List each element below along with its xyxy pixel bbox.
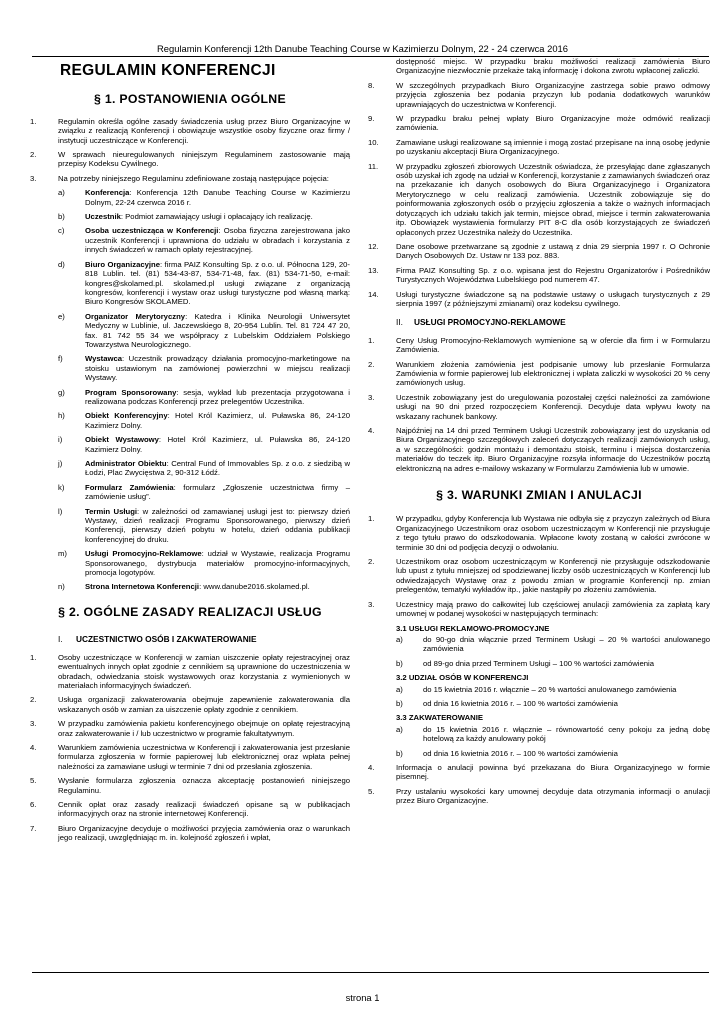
item-text [85,312,350,350]
list-item [368,290,710,309]
group-2-items [368,685,710,709]
list-item [368,787,710,806]
group-1-heading: 3.1 USŁUGI REKLAMOWO-PROMOCYJNE [396,623,550,633]
item-text: Informacja o anulacji powinna być przekazana do Biura Organizacyjnego w formie pisemnej. [396,762,710,782]
list-item [368,393,710,421]
group-1-items [368,635,710,668]
item-number: c) [58,226,65,236]
list-item [368,514,710,552]
item-number: 14. [368,289,379,299]
list-item [58,435,350,454]
list-item [30,695,350,714]
item-number: m) [58,549,67,559]
item-number: 4. [368,762,375,772]
item-text: Uczestnicy mają prawo do całkowitej lub częściowej anulacji zamówienia za zapłatą kary umownej w podanej wysokości w następujących terminach: [396,599,710,619]
item-text [85,260,350,307]
subsection-1-title: UCZESTNICTWO OSÓB I ZAKWATEROWANIE [76,634,257,645]
list-item [368,600,710,619]
item-number: 5. [30,776,37,786]
document-title: REGULAMIN KONFERENCJI [60,62,276,79]
list-item [58,312,350,350]
item-text: Warunkiem złożenia zamówienia jest podpisanie umowy lub przesłanie Formularza Zamówienia w formie papierowej lub elektronicznej i wpłata zaliczki w wysokości 20 % ceny zamówionych usług. [396,359,710,388]
item-text [85,411,350,430]
term-name: Formularz Zamówienia [85,482,174,492]
list-item [30,776,350,795]
item-number: 8. [368,80,375,90]
continued-paragraph: dostępność miejsc. W przypadku braku możliwości realizacji zamówienia Biuro Organizacyjne niezwłocznie przekaże taką informację i dokona zwrotu wpłaconej zaliczki. [396,57,710,76]
term-name: Usługi Promocyjno-Reklamowe [85,549,202,559]
term-definition: : www.danube2016.skolamed.pl. [199,582,310,592]
item-number: k) [58,482,65,492]
item-text: Przy ustalaniu wysokości kary umownej decyduje data otrzymania informacji o anulacji przez Biuro Organizacyjne. [396,786,710,806]
list-item [58,411,350,430]
subsection-1-number: I. [58,634,63,645]
term-definition: : Uczestnik prowadzący działania promocyjno-marketingowe na stoisku ustawionym na zamówionej powierzchni w miejscu realizacji Wystawy. [85,354,350,383]
group-3-items [368,725,710,758]
term-definition: : Osoba fizyczna zarejestrowana jako uczestnik Konferencji i uprawniona do udziału w obradach i korzystania z innych świadczeń w ramach opłaty rejestracyjnej. [85,226,350,255]
term-definition: : Podmiot zamawiający usługi i opłacający ich realizację. [120,212,313,222]
item-number: f) [58,354,63,364]
item-text: Usługi turystyczne świadczone są na podstawie ustawy o usługach turystycznych z 29 sierpnia 1997 (z późniejszymi zmianami) oraz kodeksu cywilnego. [396,289,710,308]
item-text: W przypadku zgłoszeń zbiorowych Uczestnik oświadcza, że przesyłając dane zgłaszanych osób uzyskał ich zgodę na udział w Konferencji, korzystanie z zamawianych świadczeń oraz na przekazanie ich danych osobowych do Biura Organizacyjnego i Organizatora Merytorycznego w celu realizacji zamówienia. Uczestnik zobowiązuje się do poinformowania zgłoszonych osób o przyjęciu zgłoszenia a także o ważnych informacjach dotyczących ich udziału takich jak termin, miejsce obrad, miejsce i termin zakwaterowania itp. Obowiązek wystawienia formularzy PIT 8-C dla osób korzystających ze świadczeń opłaconych przez Uczestnika należy do Uczestnika. [396,161,710,237]
item-number: 11. [368,161,379,171]
item-number: 1. [30,116,37,126]
item-text: W szczególnych przypadkach Biuro Organizacyjne zastrzega sobie prawo odmowy przyjęcia zgłoszenia bez podania przyczyn lub podania dodatkowych warunków uprawniających do uczestnictwa w Konferencji. [396,80,710,109]
list-item [58,507,350,545]
page-number: strona 1 [345,992,380,1003]
definitions-list [30,188,350,592]
item-text: Warunkiem zamówienia uczestnictwa w Konferencji i zakwaterowania jest przesłanie formularza zgłoszenia w formie papierowej lub elektronicznej oraz wpłata pełnej należności za zamawiane usługi w terminie 7 dni od przesłania zgłoszenia. [58,742,350,771]
list-item [30,117,350,145]
list-item [396,659,710,668]
term-definition: : w zależności od zamawianej usługi jest to: pierwszy dzień Wystawy, dzień realizacji Programu Sponsorowanego, pierwszy dzień Konferencji, pierwszy dzień pobytu w hotelu, dzień oddania publikacji konferencyjnej do druku. [85,506,351,544]
item-text: Wysłanie formularza zgłoszenia oznacza akceptację postanowień niniejszego Regulaminu. [58,776,350,795]
item-text: od dnia 16 kwietnia 2016 r. – 100 % wartości zamówienia [423,748,618,758]
list-item [58,549,350,577]
item-text: Uczestnik zobowiązany jest do uregulowania pozostałej części należności za zamówione usługi na 90 dni przed rozpoczęciem Konferencji. Decyduje data wpływu kwoty na wskazany rachunek bankowy. [396,392,710,421]
term-definition: : firma PAIZ Konsulting Sp. z o.o. ul. Północna 129, 20-818 Lublin. tel. (81) 534-43-87, 534-71-48, fax. (81) 534-71-50, e-mail: kongres@skolamed.pl. skolamed.pl usługi związane z organizacją kongresów, konferencji i wystaw oraz usługi turystyczne pod własną marką: Biuro Kongresów SKOLAMED. [85,259,350,307]
item-number: 1. [368,514,375,524]
item-number: b) [396,658,403,668]
item-text: od 89-go dnia przed Terminem Usługi – 100 % wartości zamówienia [423,658,655,668]
section-3-items [368,514,710,618]
item-text: W przypadku, gdyby Konferencja lub Wystawa nie odbyła się z przyczyn zależnych od Biura Organizacyjnego Uczestnikom oraz osobom uczestniczącym w Konferencji nie przysługuje z tego tytułu prawo do odszkodowania. Wpłacone kwoty zostaną w całości zwrócone w terminie 30 dni od podjęcia decyzji o odwołaniu. [396,514,710,552]
item-text [85,582,350,591]
section-2-items [30,653,350,843]
item-text [85,507,350,545]
term-definition: : Konferencja 12th Danube Teaching Course w Kazimierzu Dolnym, 22-24 czerwca 2016 r. [85,188,350,207]
item-number: 3. [368,392,375,402]
section-3-items-continued [368,763,710,806]
term-name: Strona Internetowa Konferencji [85,582,200,592]
item-number: h) [58,411,65,421]
term-name: Wystawca [85,354,123,364]
item-number: l) [58,506,63,516]
term-name: Biuro Organizacyjne [85,259,161,269]
item-text: Biuro Organizacyjne decyduje o możliwości przyjęcia zamówienia oraz o warunkach jego realizacji, uwzględniając m. in. kolejność zgłoszeń i wpłat, [58,823,350,843]
item-number: b) [396,698,403,708]
list-item [396,749,710,758]
list-item [30,653,350,691]
item-number: 1. [30,652,37,662]
list-item [58,188,350,207]
item-number: 2. [368,557,375,567]
item-number: 4. [368,426,375,435]
term-name: Obiekt Konferencyjny [85,411,168,421]
item-text [85,212,350,221]
item-text: Zamawiane usługi realizowane są imiennie i mogą zostać przepisane na inną osobę jedynie po uzyskaniu akceptacji Biura Organizacyjnego. [396,137,710,157]
footer-rule [32,972,709,973]
list-item [396,699,710,708]
term-definition: : formularz „Zgłoszenie uczestnictwa firmy – zamówienie usług”. [85,482,350,502]
item-text [85,188,350,207]
item-number: 10. [368,137,379,147]
list-item [368,138,710,157]
term-definition: : Hotel Król Kazimierz, ul. Puławska 86, 24-120 Kazimierz Dolny. [85,435,350,454]
list-item [58,212,350,221]
item-number: g) [58,387,65,397]
item-text [85,388,350,407]
item-number: 1. [368,335,375,345]
promo-items [368,336,710,473]
term-definition: : Central Fund of Immovables Sp. z o.o. z siedzibą w Łodzi, Plac Zwycięstwa 2, 90-312 Łódź. [85,459,350,478]
list-item [58,388,350,407]
item-text: W przypadku zamówienia pakietu konferencyjnego obejmuje on opłatę rejestracyjną oraz zakwaterowanie i / lub uczestnictwo w programie fakultatywnym. [58,719,350,738]
list-item [30,800,350,819]
list-item [396,685,710,694]
list-item [368,360,710,388]
list-item [30,743,350,771]
term-name: Obiekt Wystawowy [85,435,159,445]
item-number: 2. [368,359,375,369]
left-column [30,60,350,848]
item-text [85,435,350,454]
item-number: 3. [30,719,37,729]
item-number: d) [58,259,65,269]
list-item [58,582,350,591]
item-text: Ceny Usług Promocyjno-Reklamowych wymienione są w ofercie dla firm i w Formularzu Zamówienia. [396,335,710,355]
list-item [368,266,710,285]
item-text: do 15 kwietnia 2016 r. włącznie – równowartość ceny pokoju za jedną dobę hotelową za każdy anulowany pokój [423,724,710,744]
item-number: a) [396,634,403,644]
item-number: a) [396,684,403,694]
list-item [30,719,350,738]
item-number: 9. [368,114,375,124]
list-item [368,242,710,261]
term-definition: : udział w Wystawie, realizacja Programu Sponsorowanego, dystrybucja materiałów promocyjno-informacyjnych, promocja logotypów. [85,549,350,578]
page-header: Regulamin Konferencji 12th Danube Teaching Course w Kazimierzu Dolnym, 22 - 24 czerwca 2016 [157,43,568,54]
item-text [85,549,350,577]
item-number: n) [58,582,65,592]
list-item [368,81,710,109]
right-column [368,57,710,811]
list-item [368,763,710,782]
item-text: Osoby uczestniczące w Konferencji w zamian uiszczenie opłaty rejestracyjnej oraz ewentualnych innych opłat zgodnie z cennikiem są uprawnione do uczestniczenia w obradach, odwiedzania stoisk wystawowych oraz korzystania z wymienionych w materiałach informacyjnych świadczeń. [58,652,350,690]
term-name: Program Sponsorowany [85,387,177,397]
subsection-2-title: USŁUGI PROMOCYJNO-REKLAMOWE [414,317,566,328]
item-text: Najpóźniej na 14 dni przed Terminem Usługi Uczestnik zobowiązany jest do uzyskania od Biura Organizacyjnego szczegółowych zaleceń dotyczących realizacji zamówionych usług, a w szczególności: godzin montażu i demontażu stoisk, terminu i miejsca dostarczenia materiałów do teczek itp. Biuro Organizacyjne rozsyła informacje do Uczestników pocztą elektroniczną na adres e-mailowy wskazany w Formularzu Zamówienia lub w umowie. [396,426,710,473]
item-number: 12. [368,241,379,251]
term-name: Administrator Obiektu [85,459,167,468]
section-3-heading: § 3. WARUNKI ZMIAN I ANULACJI [436,488,642,503]
item-text: Na potrzeby niniejszego Regulaminu zdefiniowane zostają następujące pojęcia: [58,173,329,183]
item-number: i) [58,435,63,445]
term-name: Konferencja [85,188,130,198]
list-item [396,725,710,744]
item-number: 6. [30,799,37,809]
item-number: 13. [368,265,379,275]
list-item [58,459,350,478]
item-text: W sprawach nieuregulowanych niniejszym Regulaminem zastosowanie mają przepisy Kodeksu Cywilnego. [58,150,350,169]
item-number: j) [58,459,63,468]
subsection-2-heading [396,318,710,327]
list-item [368,557,710,595]
item-text [85,354,350,382]
item-number: b) [396,748,403,758]
item-number: 7. [30,823,37,833]
item-text [85,226,350,254]
item-text: do 90-go dnia włącznie przed Terminem Usługi – 20 % wartości anulowanego zamówienia [423,634,710,654]
item-text: W przypadku braku pełnej wpłaty Biuro Organizacyjne może odmówić realizacji zamówienia. [396,114,710,133]
item-text: Dane osobowe przetwarzane są zgodnie z ustawą z dnia 29 sierpnia 1997 r. O Ochronie Danych Osobowych Dz. Ustaw nr 133 poz. 883. [396,241,710,261]
item-text [85,483,350,502]
item-text: Firma PAIZ Konsulting Sp. z o.o. wpisana jest do Rejestru Organizatorów i Pośredników Turystycznych Województwa Lubelskiego pod numerem 47. [396,265,710,285]
term-name: Uczestnik [85,212,121,222]
group-2-heading: 3.2 UDZIAŁ OSÓB W KONFERENCJI [396,673,529,683]
term-name: Osoba uczestnicząca w Konferencji [85,226,219,236]
item-number: 4. [30,742,37,752]
subsection-2-number: II. [396,317,403,328]
item-text: od dnia 16 kwietnia 2016 r. – 100 % wartości zamówienia [423,698,618,708]
item-text: Regulamin określa ogólne zasady świadczenia usług przez Biuro Organizacyjne w związku z realizacją Konferencji i obowiązuje wszystkie osoby fizyczne oraz firmy / instytucji uczestniczące w Konferencji. [58,116,350,145]
list-item [368,336,710,355]
list-item [58,226,350,254]
list-item [368,114,710,133]
item-number: a) [396,724,403,734]
list-item [30,174,350,183]
section-1-items [30,117,350,183]
item-text [85,459,350,478]
item-text: Cennik opłat oraz zasady realizacji świadczeń opisane są w publikacjach informacyjnych oraz na stronie internetowej Konferencji. [58,799,350,819]
term-name: Termin Usługi [85,506,138,516]
section-2-items-continued [368,81,710,309]
list-item [58,260,350,307]
list-item [396,635,710,654]
section-2-heading: § 2. OGÓLNE ZASADY REALIZACJI USŁUG [58,604,322,619]
section-1-heading: § 1. POSTANOWIENIA OGÓLNE [94,92,286,107]
item-text: Uczestnikom oraz osobom uczestniczącym w Konferencji nie przysługuje odszkodowanie lub upust z tytułu mniejszej od spodziewanej liczby osób uczestniczących w Konferencji lub odwiedzających Wystawę oraz z powodu zmian w programie Konferencji np. zmian prelegentów, tematyki wykładów itp., jakie nastąpiły po złożeniu zamówienia. [396,557,710,595]
item-number: 3. [368,599,375,609]
list-item [30,150,350,169]
item-number: 2. [30,695,37,705]
item-number: b) [58,212,65,222]
list-item [368,426,710,473]
list-item [58,354,350,382]
list-item [58,483,350,502]
item-text: do 15 kwietnia 2016 r. włącznie – 20 % wartości anulowanego zamówienia [423,684,677,694]
term-name: Organizator Merytoryczny [85,311,186,321]
term-definition: : Katedra i Klinika Neurologii Uniwersytet Medyczny w Lublinie, ul. Jaczewskiego 8, 20-954 Lublin. Tel. 81 724 47 20, fax. 81 742 55 34 we współpracy z Lubelskim Oddziałem Polskiego Towarzystwa Neurologicznego. [85,311,350,349]
item-number: 3. [30,173,37,183]
group-3-heading: 3.3 ZAKWATEROWANIE [396,713,483,723]
item-number: 5. [368,786,375,796]
item-number: a) [58,188,65,198]
subsection-1-heading [58,635,350,644]
item-number: 2. [30,150,37,160]
list-item [30,824,350,843]
item-text: Usługa organizacji zakwaterowania obejmuje zapewnienie zakwaterowania dla wskazanych osób w zamian za uiszczenie opłaty zgodnie z cennikiem. [58,695,350,714]
term-definition: : Hotel Król Kazimierz, ul. Puławska 86, 24-120 Kazimierz Dolny. [85,411,350,430]
term-definition: : sesja, wykład lub prezentacja przygotowana i realizowana podczas Konferencji przez prelegentów Uczestnika. [85,387,350,406]
item-number: e) [58,311,65,321]
list-item [368,162,710,237]
